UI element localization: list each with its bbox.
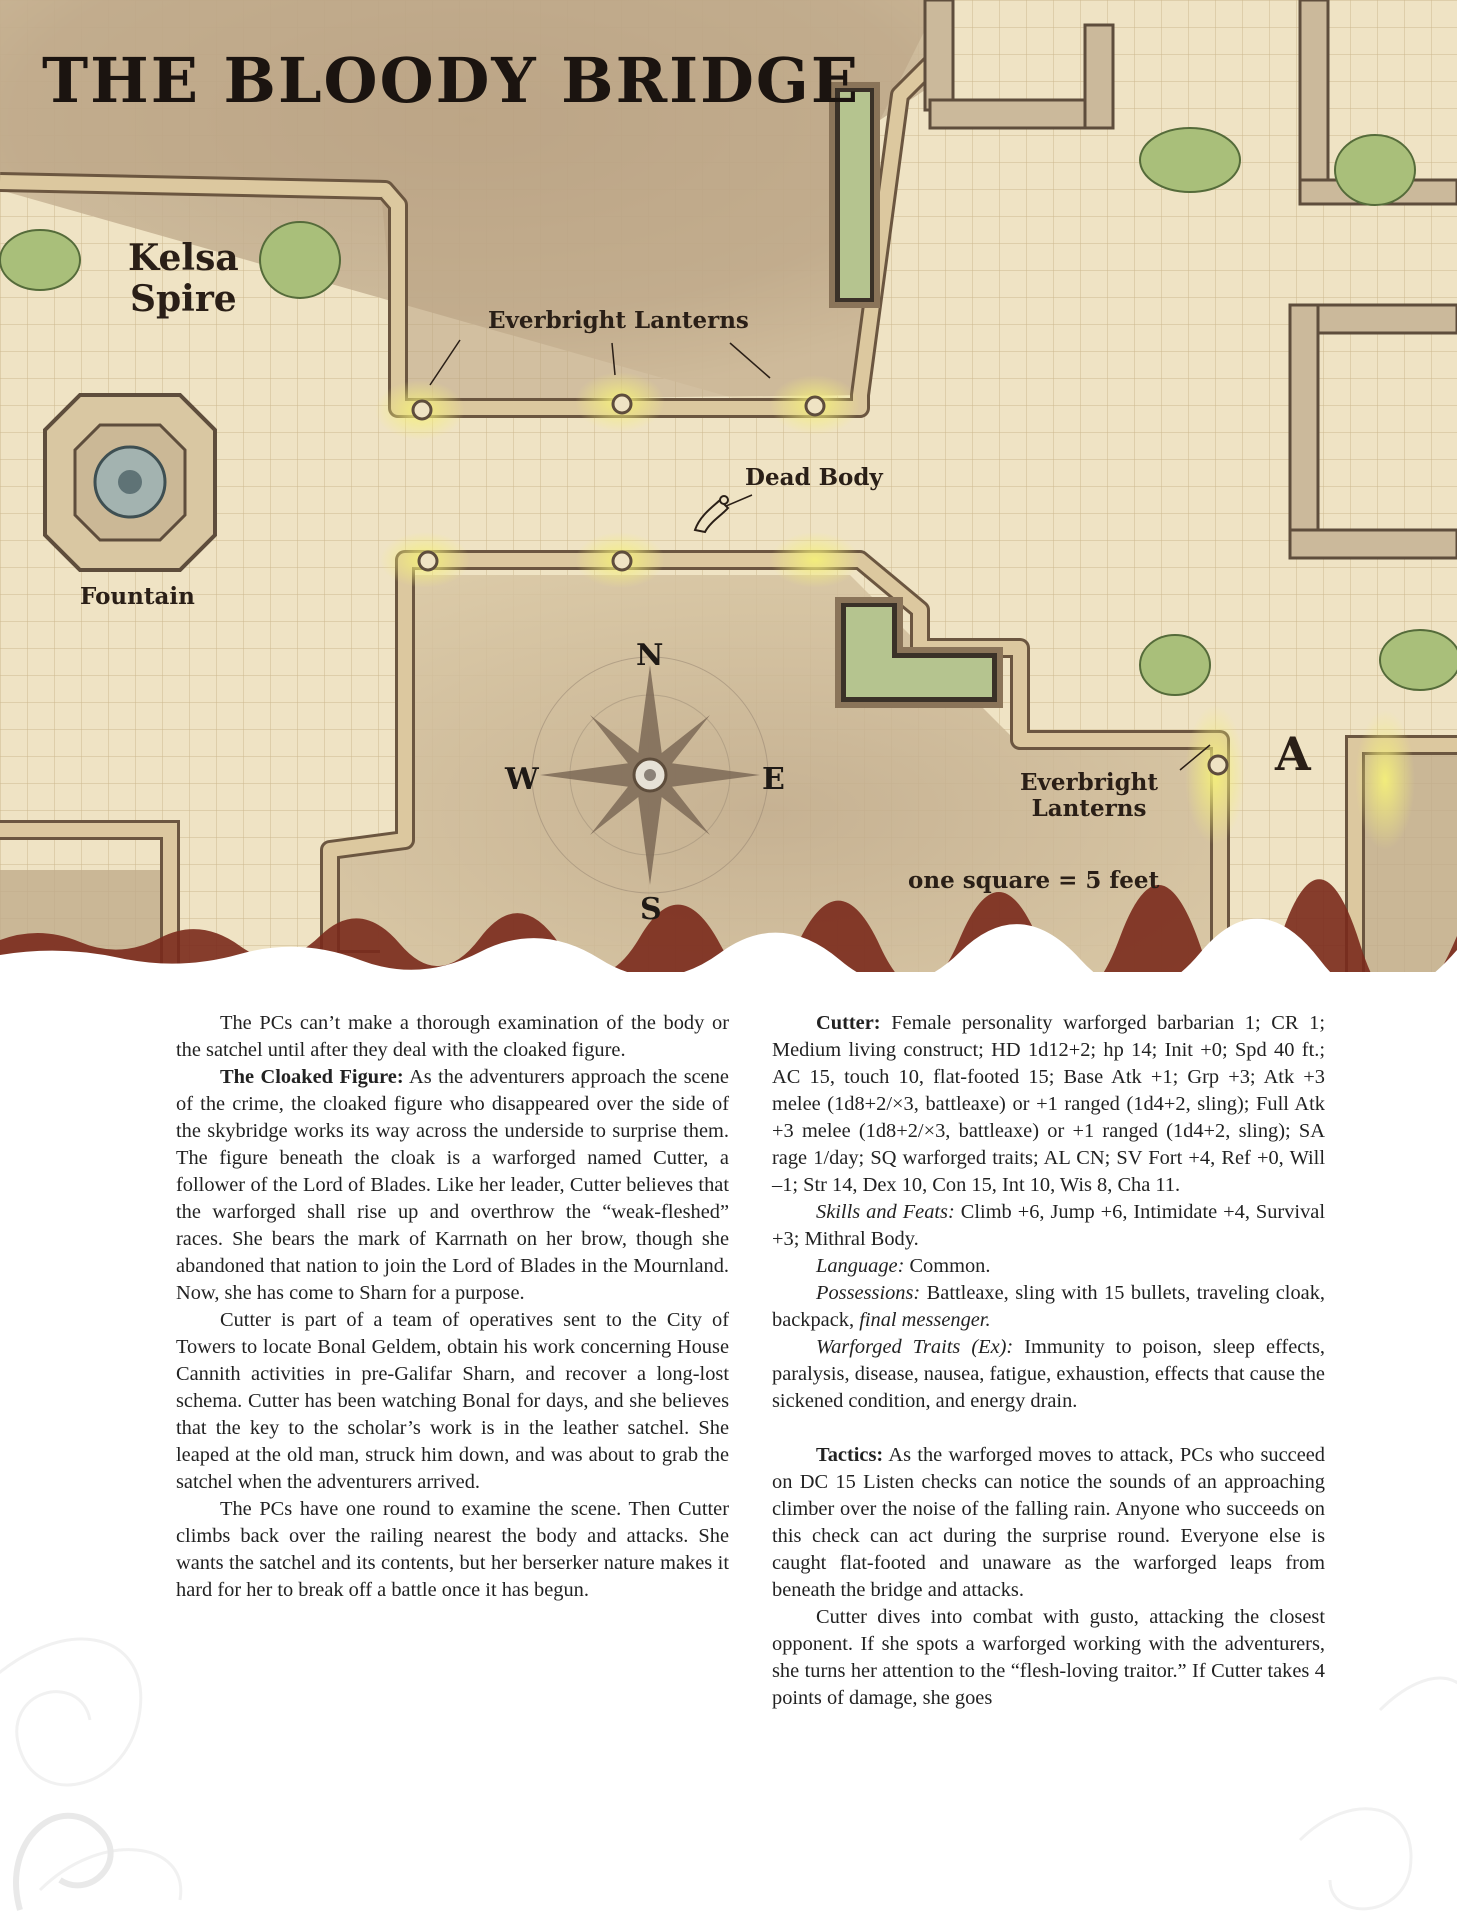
left-paragraph-4: The PCs have one round to examine the scene. Then Cutter climbs back over the railing nearest the body and attacks. She wants the satchel and its contents, but her berserker nature makes it hard for her to break off a battle once it has begun.	[176, 1498, 729, 1601]
kelsa-spire-label	[128, 238, 239, 321]
lanterns-right-line2: Lanterns	[1031, 795, 1147, 823]
compass-west: W	[505, 762, 539, 797]
language-text: Common.	[904, 1255, 991, 1277]
language-label: Language:	[816, 1255, 905, 1277]
compass-north: N	[636, 638, 664, 673]
stat-block-text: Female personality warforged barbarian 1; CR 1; Medium living construct; HD 1d12+2; hp 14; Init +0; Spd 40 ft.; AC 15, touch 10, flat-footed 15; Base Atk +1; Grp +3; Atk +3 melee (1d8+2/×3, battleaxe) or +1 ranged (1d4+2, sling); Full Atk +3 melee (1d8+2/×3, battleaxe) or +1 ranged (1d4+2, sling); SA rage 1/day; SQ warforged traits; AL CN; SV Fort +4, Ref +0, Will –1; Str 14, Dex 10, Con 15, Int 10, Wis 8, Cha 11.	[772, 1012, 1325, 1196]
left-paragraph-1: The PCs can’t make a thorough examination of the body or the satchel until after they deal with the cloaked figure.	[176, 1012, 729, 1061]
left-paragraph-2	[176, 1064, 729, 1307]
possessions-label: Possessions:	[816, 1282, 921, 1304]
right-column	[772, 1010, 1325, 1712]
tactics-text: As the warforged moves to attack, PCs who succeed on DC 15 Listen checks can notice the sounds of an approaching climber over the noise of the falling rain. Anyone who succeeds on this check can act during the surprise round. Everyone else is caught flat-footed and unaware as the warforged leaps from beneath the bridge and attacks.	[772, 1444, 1325, 1601]
left-paragraph-3: Cutter is part of a team of operatives sent to the City of Towers to locate Bonal Geldem, obtain his work concerning House Cannith activities in pre-Galifar Sharn, and recover a long-lost schema. Cutter has been watching Bonal for days, and she believes that the key to the scholar’s work is in the leather satchel. She leaped at the old man, struck him down, and was about to grab the satchel when the adventurers arrived.	[176, 1309, 729, 1493]
dead-body-label: Dead Body	[745, 464, 883, 491]
lanterns-top-label: Everbright Lanterns	[488, 307, 749, 334]
kelsa-spire-line1: Kelsa	[128, 237, 239, 279]
compass-south: S	[640, 892, 662, 927]
cloaked-figure-text: As the adventurers approach the scene of the crime, the cloaked figure who disappeared over the side of the skybridge works its way across the underside to surprise them. The figure beneath the cloak is a warforged named Cutter, a follower of the Lord of Blades. Like her leader, Cutter believes that the warforged shall rise up and overthrow the “weak-fleshed” races. She bears the mark of Karrnath on her brow, though she abandoned that nation to join the Lord of Blades in the Mournland. Now, she has come to Sharn for a purpose.	[176, 1066, 729, 1304]
language	[772, 1253, 1325, 1280]
possessions-text: Battleaxe, sling with 15 bullets, traveling cloak, backpack,	[772, 1282, 1325, 1331]
compass-east: E	[762, 762, 785, 797]
area-marker-a: A	[1275, 727, 1311, 781]
skills-feats	[772, 1199, 1325, 1253]
kelsa-spire-line2: Spire	[129, 278, 237, 321]
fountain-artwork	[45, 395, 215, 570]
scale-label: one square = 5 feet	[908, 867, 1160, 894]
left-column	[176, 1010, 729, 1604]
map-title: THE BLOODY BRIDGE	[42, 44, 861, 117]
fountain-label: Fountain	[80, 583, 195, 610]
stat-block	[772, 1010, 1325, 1199]
lanterns-right-label	[1020, 770, 1158, 823]
possessions	[772, 1280, 1325, 1334]
tactics-heading: Tactics:	[816, 1444, 884, 1466]
tactics	[772, 1442, 1325, 1604]
traits-label: Warforged Traits (Ex):	[816, 1336, 1014, 1358]
cutter-heading: Cutter:	[816, 1012, 881, 1034]
possessions-item: final messenger.	[859, 1309, 991, 1331]
lanterns-right-line1: Everbright	[1020, 769, 1159, 796]
traits-text: Immunity to poison, sleep effects, paralysis, disease, nausea, fatigue, exhaustion, effects that cause the sickened condition, and energy drain.	[772, 1336, 1326, 1412]
skills-text: Climb +6, Jump +6, Intimidate +4, Survival +3; Mithral Body.	[772, 1201, 1325, 1250]
warforged-traits	[772, 1334, 1325, 1415]
right-paragraph-last: Cutter dives into combat with gusto, attacking the closest opponent. If she spots a warforged working with the adventurers, she turns her attention to the “flesh-loving traitor.” If Cutter takes 4 points of damage, she goes	[772, 1606, 1325, 1709]
cloaked-figure-heading: The Cloaked Figure:	[220, 1066, 404, 1088]
skills-label: Skills and Feats:	[816, 1201, 955, 1223]
